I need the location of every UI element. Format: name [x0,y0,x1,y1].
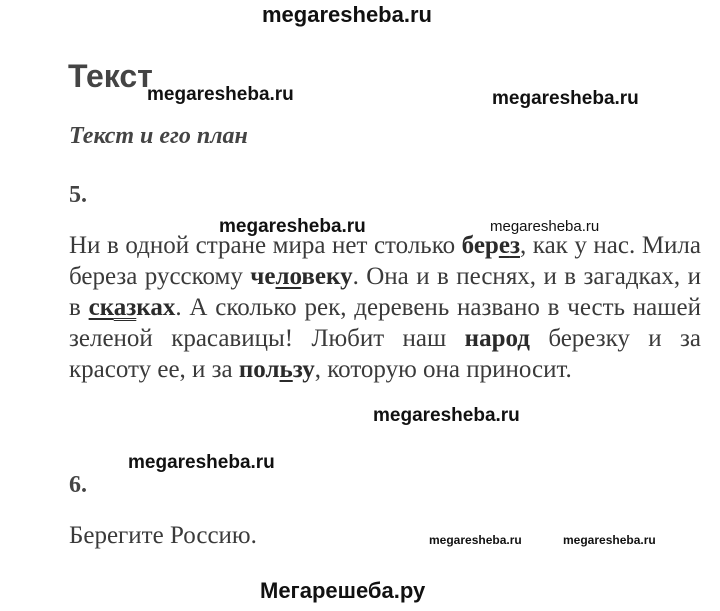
exercise-number: 5. [69,182,87,208]
site-watermark-bottom: Мегарешеба.ру [260,578,426,603]
exercise-number: 6. [69,472,87,498]
section-subtitle: Текст и его план [69,123,248,149]
exercise-text: Берегите Россию. [69,522,257,549]
highlighted-word: пользу [238,356,315,383]
highlighted-word: сказках [88,294,176,321]
watermark: megaresheba.ru [563,533,656,547]
site-watermark-top: megaresheba.ru [262,2,432,27]
highlighted-word: берез [461,232,520,259]
watermark: megaresheba.ru [373,405,520,426]
watermark: megaresheba.ru [429,533,522,547]
highlighted-word: народ [464,325,530,352]
watermark: megaresheba.ru [492,88,639,109]
watermark: megaresheba.ru [147,84,294,105]
exercise-text: Ни в одной стране мира нет столько берез, как у нас. Мила береза русскому человеку. Она и в песнях, и в загадках, и в сказках. А сколько рек, деревень названо в честь нашей зеленой красавицы! Любит наш народ березку и за красоту ее, и за пользу, которую она приносит. [69,232,701,383]
section-title: Текст [68,58,153,94]
highlighted-word: человеку [250,263,353,290]
watermark: megaresheba.ru [128,452,275,473]
watermark: megaresheba.ru [219,216,366,237]
watermark: megaresheba.ru [490,218,600,235]
